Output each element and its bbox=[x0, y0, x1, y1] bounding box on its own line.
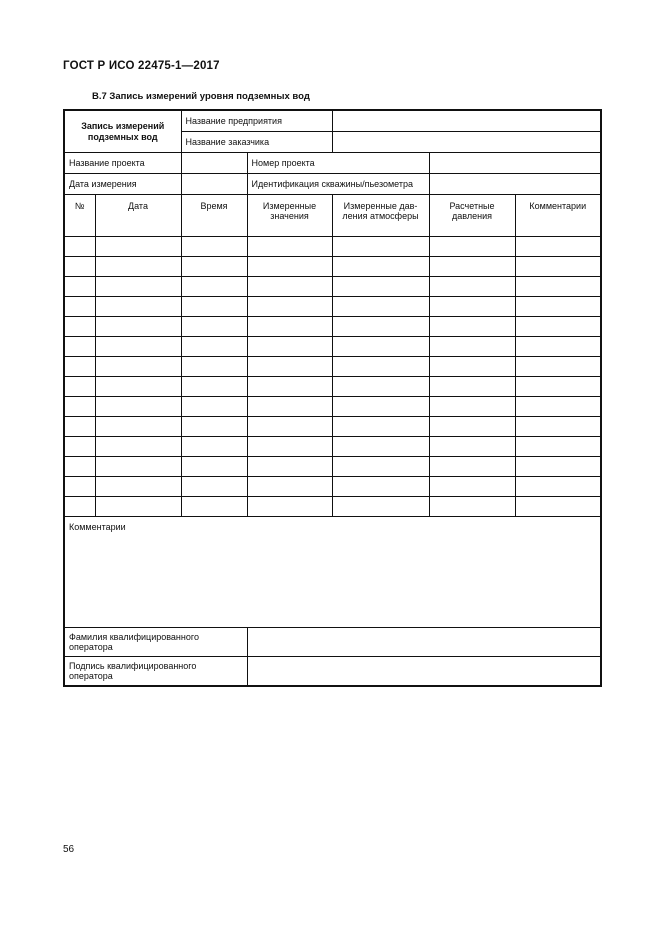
table-cell[interactable] bbox=[181, 297, 247, 317]
table-cell[interactable] bbox=[181, 257, 247, 277]
table-cell[interactable] bbox=[181, 437, 247, 457]
table-cell[interactable] bbox=[429, 237, 515, 257]
measurement-date-label: Дата измерения bbox=[64, 174, 181, 195]
table-cell[interactable] bbox=[429, 417, 515, 437]
well-id-field[interactable] bbox=[429, 174, 601, 195]
table-cell[interactable] bbox=[181, 477, 247, 497]
table-cell[interactable] bbox=[429, 277, 515, 297]
table-cell[interactable] bbox=[515, 477, 601, 497]
table-cell[interactable] bbox=[247, 317, 332, 337]
table-cell[interactable] bbox=[64, 397, 95, 417]
table-cell[interactable] bbox=[515, 337, 601, 357]
table-cell[interactable] bbox=[429, 457, 515, 477]
table-cell[interactable] bbox=[247, 297, 332, 317]
table-cell[interactable] bbox=[181, 377, 247, 397]
table-cell[interactable] bbox=[247, 337, 332, 357]
table-cell[interactable] bbox=[515, 237, 601, 257]
table-cell[interactable] bbox=[64, 477, 95, 497]
table-row bbox=[64, 477, 601, 497]
table-cell[interactable] bbox=[64, 297, 95, 317]
table-cell[interactable] bbox=[515, 457, 601, 477]
table-cell[interactable] bbox=[64, 437, 95, 457]
table-cell[interactable] bbox=[429, 377, 515, 397]
table-cell[interactable] bbox=[515, 297, 601, 317]
table-row bbox=[64, 377, 601, 397]
table-cell[interactable] bbox=[247, 457, 332, 477]
operator-signature-field[interactable] bbox=[247, 657, 601, 687]
table-row bbox=[64, 417, 601, 437]
table-cell[interactable] bbox=[95, 477, 181, 497]
table-row bbox=[64, 437, 601, 457]
table-cell[interactable] bbox=[181, 277, 247, 297]
measurement-rows bbox=[64, 237, 601, 517]
column-header-number: № bbox=[64, 195, 95, 237]
table-cell[interactable] bbox=[247, 397, 332, 417]
table-cell[interactable] bbox=[332, 397, 429, 417]
table-cell[interactable] bbox=[429, 337, 515, 357]
table-cell[interactable] bbox=[95, 237, 181, 257]
table-row bbox=[64, 277, 601, 297]
table-cell[interactable] bbox=[95, 337, 181, 357]
table-cell[interactable] bbox=[181, 397, 247, 417]
table-cell[interactable] bbox=[332, 477, 429, 497]
table-cell[interactable] bbox=[429, 397, 515, 417]
table-cell[interactable] bbox=[95, 377, 181, 397]
table-cell[interactable] bbox=[332, 297, 429, 317]
operator-signature-label: Подпись квалифицированного оператора bbox=[64, 657, 247, 687]
table-cell[interactable] bbox=[95, 417, 181, 437]
table-cell[interactable] bbox=[247, 277, 332, 297]
table-cell[interactable] bbox=[95, 437, 181, 457]
table-row bbox=[64, 337, 601, 357]
table-cell[interactable] bbox=[332, 357, 429, 377]
table-cell[interactable] bbox=[247, 237, 332, 257]
operator-name-field[interactable] bbox=[247, 628, 601, 657]
well-id-label: Идентификация скважины/пьезометра bbox=[247, 174, 429, 195]
table-cell[interactable] bbox=[64, 357, 95, 377]
table-cell[interactable] bbox=[247, 477, 332, 497]
client-name-label: Название заказчика bbox=[181, 132, 332, 153]
comments-area[interactable] bbox=[64, 517, 601, 628]
form-header-row-1 bbox=[64, 110, 601, 132]
table-cell[interactable] bbox=[515, 417, 601, 437]
table-cell[interactable] bbox=[332, 257, 429, 277]
table-cell[interactable] bbox=[95, 497, 181, 517]
table-cell[interactable] bbox=[332, 317, 429, 337]
table-cell[interactable] bbox=[64, 277, 95, 297]
client-name-field[interactable] bbox=[332, 132, 601, 153]
table-cell[interactable] bbox=[95, 277, 181, 297]
table-cell[interactable] bbox=[332, 497, 429, 517]
project-name-field[interactable] bbox=[181, 153, 247, 174]
project-number-label: Номер проекта bbox=[247, 153, 429, 174]
table-cell[interactable] bbox=[181, 337, 247, 357]
table-cell[interactable] bbox=[515, 437, 601, 457]
table-cell[interactable] bbox=[181, 417, 247, 437]
table-cell[interactable] bbox=[515, 397, 601, 417]
table-cell[interactable] bbox=[181, 497, 247, 517]
table-cell[interactable] bbox=[515, 277, 601, 297]
page-number: 56 bbox=[63, 844, 75, 855]
section-title: В.7 Запись измерений уровня подземных вод bbox=[92, 91, 310, 102]
table-cell[interactable] bbox=[181, 237, 247, 257]
project-row bbox=[64, 153, 601, 174]
table-cell[interactable] bbox=[64, 237, 95, 257]
table-cell[interactable] bbox=[95, 257, 181, 277]
table-cell[interactable] bbox=[429, 357, 515, 377]
table-cell[interactable] bbox=[332, 277, 429, 297]
table-cell[interactable] bbox=[64, 257, 95, 277]
table-cell[interactable] bbox=[515, 257, 601, 277]
company-name-field[interactable] bbox=[332, 110, 601, 132]
table-row bbox=[64, 357, 601, 377]
table-cell[interactable] bbox=[95, 457, 181, 477]
table-cell[interactable] bbox=[332, 437, 429, 457]
table-row bbox=[64, 397, 601, 417]
column-header-time: Время bbox=[181, 195, 247, 237]
groundwater-measurement-form bbox=[63, 109, 602, 687]
table-row bbox=[64, 237, 601, 257]
column-header-atmospheric-pressure: Измеренные дав-ления атмосферы bbox=[332, 195, 429, 237]
table-row bbox=[64, 317, 601, 337]
column-header-comments: Комментарии bbox=[515, 195, 601, 237]
table-cell[interactable] bbox=[247, 497, 332, 517]
table-cell[interactable] bbox=[332, 377, 429, 397]
comments-label: Комментарии bbox=[69, 522, 126, 532]
table-cell[interactable] bbox=[95, 397, 181, 417]
table-cell[interactable] bbox=[64, 337, 95, 357]
table-header-row bbox=[64, 195, 601, 237]
table-cell[interactable] bbox=[515, 377, 601, 397]
project-number-field[interactable] bbox=[429, 153, 601, 174]
table-cell[interactable] bbox=[429, 477, 515, 497]
column-header-date: Дата bbox=[95, 195, 181, 237]
table-cell[interactable] bbox=[181, 357, 247, 377]
table-cell[interactable] bbox=[515, 497, 601, 517]
table-cell[interactable] bbox=[332, 237, 429, 257]
operator-name-label: Фамилия квалифицированного оператора bbox=[64, 628, 247, 657]
table-cell[interactable] bbox=[429, 317, 515, 337]
table-cell[interactable] bbox=[247, 437, 332, 457]
table-cell[interactable] bbox=[429, 257, 515, 277]
table-cell[interactable] bbox=[95, 357, 181, 377]
table-cell[interactable] bbox=[64, 417, 95, 437]
table-cell[interactable] bbox=[515, 317, 601, 337]
table-cell[interactable] bbox=[429, 497, 515, 517]
table-cell[interactable] bbox=[64, 457, 95, 477]
table-cell[interactable] bbox=[332, 417, 429, 437]
table-cell[interactable] bbox=[429, 297, 515, 317]
table-cell[interactable] bbox=[247, 377, 332, 397]
table-row bbox=[64, 257, 601, 277]
table-cell[interactable] bbox=[64, 317, 95, 337]
record-title: Запись измерений подземных вод bbox=[64, 110, 181, 153]
column-header-measured-values: Измеренные значения bbox=[247, 195, 332, 237]
table-cell[interactable] bbox=[64, 377, 95, 397]
table-cell[interactable] bbox=[95, 317, 181, 337]
measurement-date-field[interactable] bbox=[181, 174, 247, 195]
comments-row bbox=[64, 517, 601, 628]
table-cell[interactable] bbox=[181, 457, 247, 477]
table-cell[interactable] bbox=[429, 437, 515, 457]
table-row bbox=[64, 497, 601, 517]
table-cell[interactable] bbox=[247, 257, 332, 277]
document-code: ГОСТ Р ИСО 22475-1—2017 bbox=[63, 60, 220, 72]
table-cell[interactable] bbox=[515, 357, 601, 377]
table-cell[interactable] bbox=[332, 457, 429, 477]
table-row bbox=[64, 297, 601, 317]
table-cell[interactable] bbox=[247, 417, 332, 437]
table-cell[interactable] bbox=[95, 297, 181, 317]
table-row bbox=[64, 457, 601, 477]
project-name-label: Название проекта bbox=[64, 153, 181, 174]
table-cell[interactable] bbox=[247, 357, 332, 377]
date-well-row bbox=[64, 174, 601, 195]
table-cell[interactable] bbox=[64, 497, 95, 517]
company-name-label: Название предприятия bbox=[181, 110, 332, 132]
operator-signature-row bbox=[64, 657, 601, 687]
table-cell[interactable] bbox=[181, 317, 247, 337]
operator-name-row bbox=[64, 628, 601, 657]
column-header-calculated-pressure: Расчетные давления bbox=[429, 195, 515, 237]
table-cell[interactable] bbox=[332, 337, 429, 357]
